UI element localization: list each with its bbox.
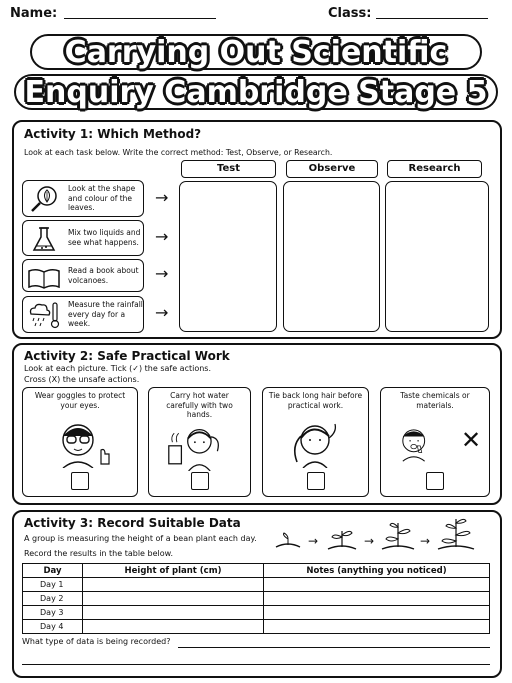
task-card <box>22 259 144 292</box>
child-goggles-icon <box>23 418 139 468</box>
book-icon <box>27 263 61 293</box>
task-text: Read a book about volcanoes. <box>68 266 139 285</box>
activity2-title: Activity 2: Safe Practical Work <box>24 349 230 363</box>
table-header-height: Height of plant (cm) <box>83 564 264 578</box>
class-field[interactable] <box>376 18 488 19</box>
tick-box[interactable] <box>426 472 444 490</box>
page-title-line2: Enquiry Cambridge Stage 5 <box>24 75 488 110</box>
svg-text:→: → <box>364 534 375 548</box>
tick-box[interactable] <box>191 472 209 490</box>
flask-icon <box>27 224 61 254</box>
child-tasting-icon <box>381 418 461 468</box>
cross-icon: ✕ <box>461 426 482 454</box>
rain-thermometer-icon <box>27 300 61 330</box>
test-answer-box[interactable] <box>179 181 277 332</box>
height-cell[interactable] <box>83 620 264 634</box>
task-text: Measure the rainfall every day for a week. <box>68 300 143 328</box>
bean-plant-growth-icon <box>268 515 490 555</box>
day-cell: Day 3 <box>23 606 83 620</box>
activity3-instruction-1: A group is measuring the height of a bean plant each day. <box>24 534 257 543</box>
day-cell: Day 1 <box>23 578 83 592</box>
table-row <box>23 620 490 634</box>
arrow-icon: → <box>155 303 169 322</box>
answer-line[interactable] <box>22 664 490 665</box>
table-row <box>23 606 490 620</box>
height-cell[interactable] <box>83 606 264 620</box>
notes-cell[interactable] <box>264 592 490 606</box>
safety-card-hot-water <box>148 387 251 497</box>
safety-card-tie-hair <box>262 387 369 497</box>
activity2-instruction-2: Cross (X) the unsafe actions. <box>24 375 140 384</box>
name-field[interactable] <box>64 18 216 19</box>
class-label: Class: <box>328 6 372 21</box>
svg-text:→: → <box>420 534 431 548</box>
tick-box[interactable] <box>71 472 89 490</box>
research-answer-box[interactable] <box>385 181 489 332</box>
safety-caption: Wear goggles to protect your eyes. <box>34 391 126 410</box>
arrow-icon: → <box>155 227 169 246</box>
data-type-question: What type of data is being recorded? <box>22 637 171 646</box>
notes-cell[interactable] <box>264 606 490 620</box>
results-table <box>22 563 490 634</box>
activity1-instruction: Look at each task below. Write the correct method: Test, Observe, or Research. <box>24 148 333 157</box>
safety-caption: Taste chemicals or materials. <box>400 391 470 410</box>
child-tie-hair-icon <box>263 418 370 468</box>
task-card <box>22 220 144 256</box>
column-header-research: Research <box>387 160 482 178</box>
table-header-day: Day <box>23 564 83 578</box>
page-title-line1: Carrying Out Scientific <box>64 35 448 70</box>
height-cell[interactable] <box>83 578 264 592</box>
activity2-instruction-1: Look at each picture. Tick (✓) the safe actions. <box>24 364 212 373</box>
activity1-title: Activity 1: Which Method? <box>24 127 202 141</box>
magnifying-glass-leaf-icon <box>27 184 61 214</box>
height-cell[interactable] <box>83 592 264 606</box>
task-card <box>22 296 144 333</box>
svg-text:→: → <box>308 534 319 548</box>
day-cell: Day 4 <box>23 620 83 634</box>
safety-caption: Carry hot water carefully with two hands. <box>166 391 233 419</box>
table-row <box>23 578 490 592</box>
name-label: Name: <box>10 6 58 21</box>
answer-line[interactable] <box>178 647 490 648</box>
safety-caption: Tie back long hair before practical work. <box>268 391 363 410</box>
task-text: Mix two liquids and see what happens. <box>68 228 141 247</box>
activity3-instruction-2: Record the results in the table below. <box>24 549 173 558</box>
table-row <box>23 592 490 606</box>
arrow-icon: → <box>155 264 169 283</box>
column-header-observe: Observe <box>286 160 378 178</box>
task-card <box>22 180 144 217</box>
task-text: Look at the shape and colour of the leaves. <box>68 184 136 212</box>
arrow-icon: → <box>155 188 169 207</box>
observe-answer-box[interactable] <box>283 181 380 332</box>
safety-card-taste <box>380 387 490 497</box>
column-header-test: Test <box>181 160 276 178</box>
table-header-notes: Notes (anything you noticed) <box>264 564 490 578</box>
safety-card-goggles <box>22 387 138 497</box>
day-cell: Day 2 <box>23 592 83 606</box>
tick-box[interactable] <box>307 472 325 490</box>
activity3-title: Activity 3: Record Suitable Data <box>24 516 241 530</box>
notes-cell[interactable] <box>264 620 490 634</box>
child-beaker-icon <box>149 426 242 471</box>
notes-cell[interactable] <box>264 578 490 592</box>
